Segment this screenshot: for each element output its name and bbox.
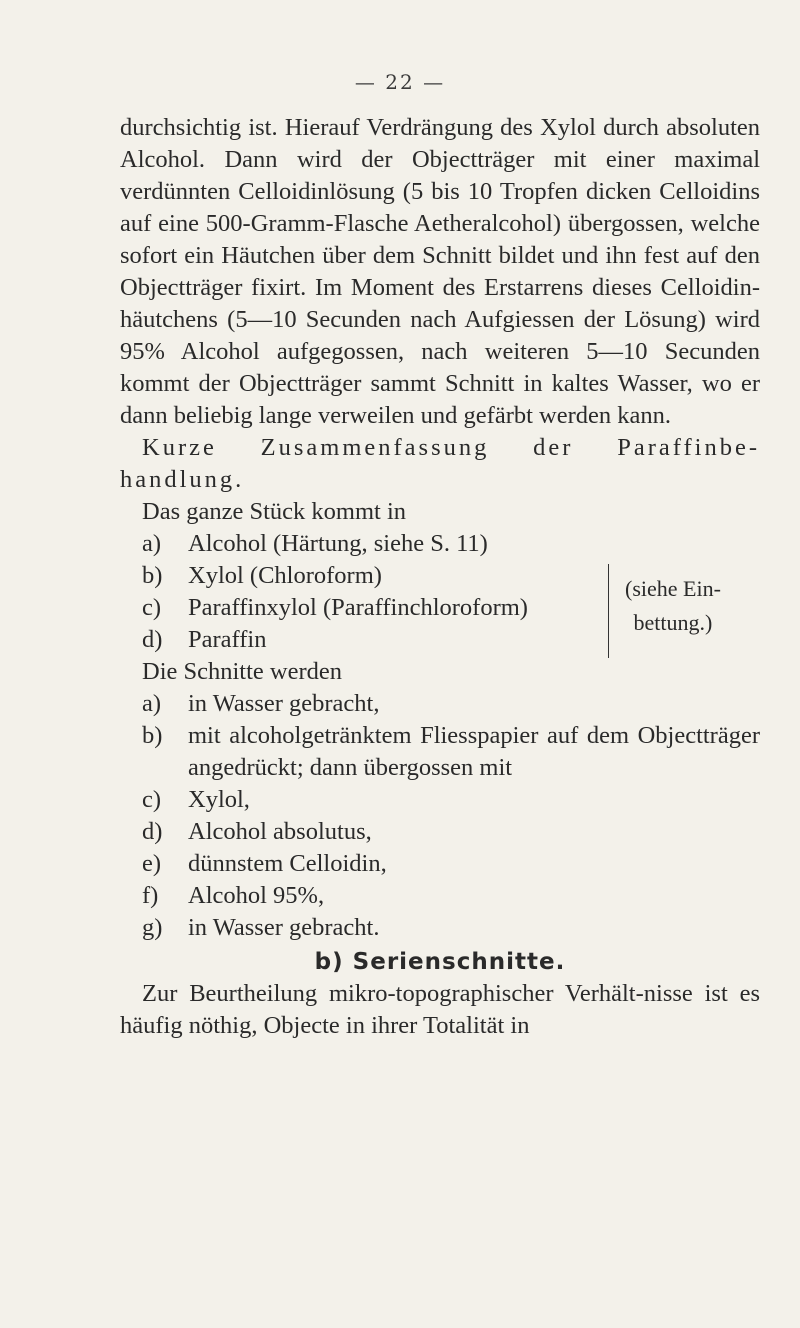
paragraph-final: Zur Beurtheilung mikro-topographischer Verhält-nisse ist es häufig nöthig, Objecte in ihrer Totalität in bbox=[120, 980, 760, 1039]
list-text: Paraffinxylol (Paraffinchloroform) bbox=[188, 594, 528, 621]
list-text: in Wasser gebracht. bbox=[188, 914, 380, 941]
list-marker: d) bbox=[142, 818, 163, 845]
brace-line bbox=[608, 564, 615, 658]
list-item bbox=[142, 688, 760, 720]
list-marker: c) bbox=[142, 594, 162, 621]
list-text: mit alcoholgetränktem Fliesspapier auf dem Objectträger angedrückt; dann übergossen mit bbox=[188, 722, 760, 781]
list-item bbox=[142, 720, 760, 784]
stueck-list-group bbox=[120, 528, 760, 656]
list-marker: f) bbox=[142, 882, 159, 909]
list-text: in Wasser gebracht, bbox=[188, 690, 380, 717]
list-marker: a) bbox=[142, 690, 162, 717]
schnitte-intro: Die Schnitte werden bbox=[142, 658, 343, 685]
list-text: dünnstem Celloidin, bbox=[188, 850, 387, 877]
list-text: Xylol (Chloroform) bbox=[188, 562, 382, 589]
list-marker: e) bbox=[142, 850, 162, 877]
list-item bbox=[142, 912, 760, 944]
list-item bbox=[142, 784, 760, 816]
list-text: Paraffin bbox=[188, 626, 267, 653]
body-text bbox=[120, 112, 760, 1042]
list-marker: d) bbox=[142, 626, 163, 653]
list-marker: g) bbox=[142, 914, 163, 941]
list-item bbox=[142, 848, 760, 880]
list-item bbox=[142, 528, 760, 560]
list-marker: c) bbox=[142, 786, 162, 813]
brace-note-line: bettung.) bbox=[633, 610, 713, 635]
page-number: — 22 — bbox=[354, 70, 446, 94]
list-text: Alcohol 95%, bbox=[188, 882, 325, 909]
list-marker: b) bbox=[142, 562, 163, 589]
list-marker: a) bbox=[142, 530, 162, 557]
schnitte-list bbox=[120, 688, 760, 944]
section-heading: b) Serienschnitte. bbox=[314, 949, 566, 975]
list-text: Xylol, bbox=[188, 786, 250, 813]
brace-note-line: (siehe Ein- bbox=[625, 576, 721, 601]
stueck-intro: Das ganze Stück kommt in bbox=[142, 498, 407, 525]
paragraph-intro: durchsichtig ist. Hierauf Verdrängung des Xylol durch absoluten Alcohol. Dann wird der Objectträger mit einer maximal verdünnten Celloidinlösung (5 bis 10 Tropfen dicken Celloidins auf eine 500-Gramm-Flasche Aetheralcohol) übergossen, welche sofort ein Häutchen über dem Schnitt bildet und ihn fest auf den Objectträger fixirt. Im Moment des Erstarrens dieses Celloidin-häutchens (5—10 Secunden nach Aufgiessen der Lösung) wird 95% Alcohol aufgegossen, nach weiteren 5—10 Secunden kommt der Objectträger sammt Schnitt in kaltes Wasser, wo er dann beliebig lange verweilen und gefärbt werden kann. bbox=[120, 114, 760, 429]
list-text: Alcohol (Härtung, siehe S. 11) bbox=[188, 530, 488, 557]
list-marker: b) bbox=[142, 722, 163, 749]
list-item bbox=[142, 816, 760, 848]
summary-heading: Kurze Zusammenfassung der Paraffinbe-handlung. bbox=[120, 434, 760, 493]
list-item bbox=[142, 880, 760, 912]
list-text: Alcohol absolutus, bbox=[188, 818, 372, 845]
brace-note bbox=[625, 572, 721, 640]
